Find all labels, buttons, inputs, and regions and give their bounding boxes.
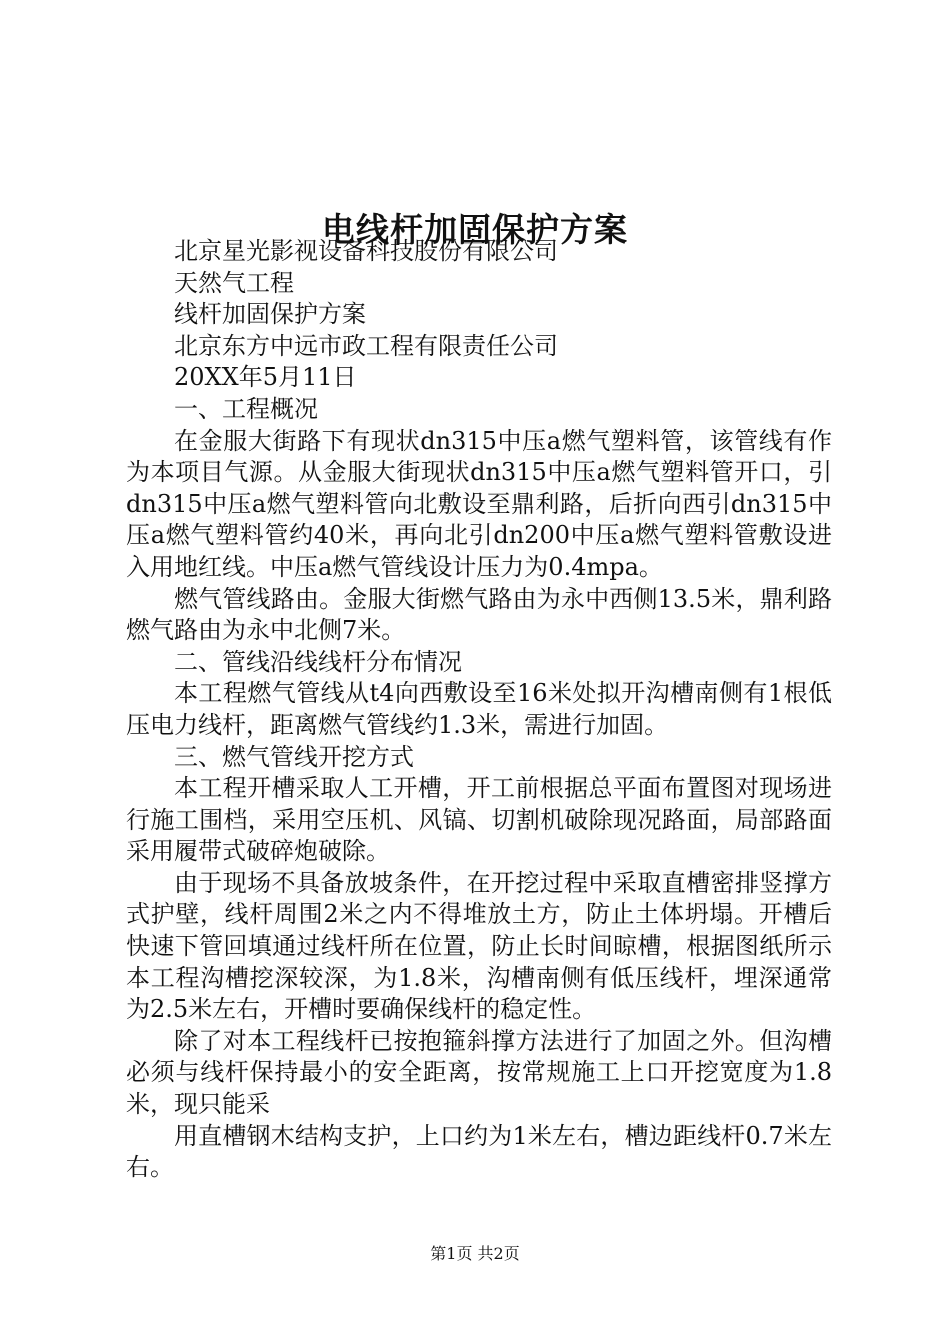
paragraph-contractor: 北京东方中远市政工程有限责任公司 [174, 331, 558, 360]
page-footer: 第1页 共2页 [430, 1244, 520, 1263]
paragraph-overview: 在金服大街路下有现状dn315中压a燃气塑料管，该管线有作为本项目气源。从金服大街现状dn315中压a燃气塑料管开口，引dn315中压a燃气塑料管向北敷设至鼎利路，后折向西引dn315中压a燃气塑料管约40米，再向北引dn200中压a燃气塑料管敷设进入用地红线。中压a燃气管线设计压力为0.4mpa。 [126, 426, 832, 581]
paragraph-pole-distribution: 本工程燃气管线从t4向西敷设至16米处拟开沟槽南侧有1根低压电力线杆，距离燃气管线约1.3米，需进行加固。 [126, 679, 832, 739]
paragraph-support-structure: 用直槽钢木结构支护，上口约为1米左右，槽边距线杆0.7米左右。 [126, 1121, 832, 1182]
document-body [126, 236, 832, 1184]
paragraph-excavation-method: 本工程开槽采取人工开槽，开工前根据总平面布置图对现场进行施工围档，采用空压机、风镐、切割机破除现况路面，局部路面采用履带式破碎炮破除。 [126, 774, 832, 866]
paragraph-trench-support: 由于现场不具备放坡条件，在开挖过程中采取直槽密排竖撑方式护壁，线杆周围2米之内不得堆放土方，防止土体坍塌。开槽后快速下管回填通过线杆所在位置，防止长时间晾槽，根据图纸所示本工程沟槽挖深较深，为1.8米，沟槽南侧有低压线杆，埋深通常为2.5米左右，开槽时要确保线杆的稳定性。 [126, 868, 832, 1024]
document-title: 电线杆加固保护方案 [322, 210, 628, 250]
paragraph-company: 北京星光影视设备科技股份有限公司 [174, 237, 558, 265]
section-heading-pole-distribution: 二、管线沿线线杆分布情况 [174, 647, 462, 676]
paragraph-safety-distance: 除了对本工程线杆已按抱箍斜撑方法进行了加固之外。但沟槽必须与线杆保持最小的安全距离，按常规施工上口开挖宽度为1.8米，现只能采 [126, 1026, 832, 1119]
section-heading-overview: 一、工程概况 [174, 394, 318, 423]
section-heading-excavation: 三、燃气管线开挖方式 [174, 742, 414, 771]
paragraph-date: 20XX年5月11日 [174, 363, 357, 392]
paragraph-plan-name: 线杆加固保护方案 [174, 300, 366, 329]
paragraph-route: 燃气管线路由。金服大街燃气路由为永中西侧13.5米，鼎利路燃气路由为永中北侧7米。 [126, 584, 832, 645]
paragraph-project: 天然气工程 [174, 268, 294, 297]
